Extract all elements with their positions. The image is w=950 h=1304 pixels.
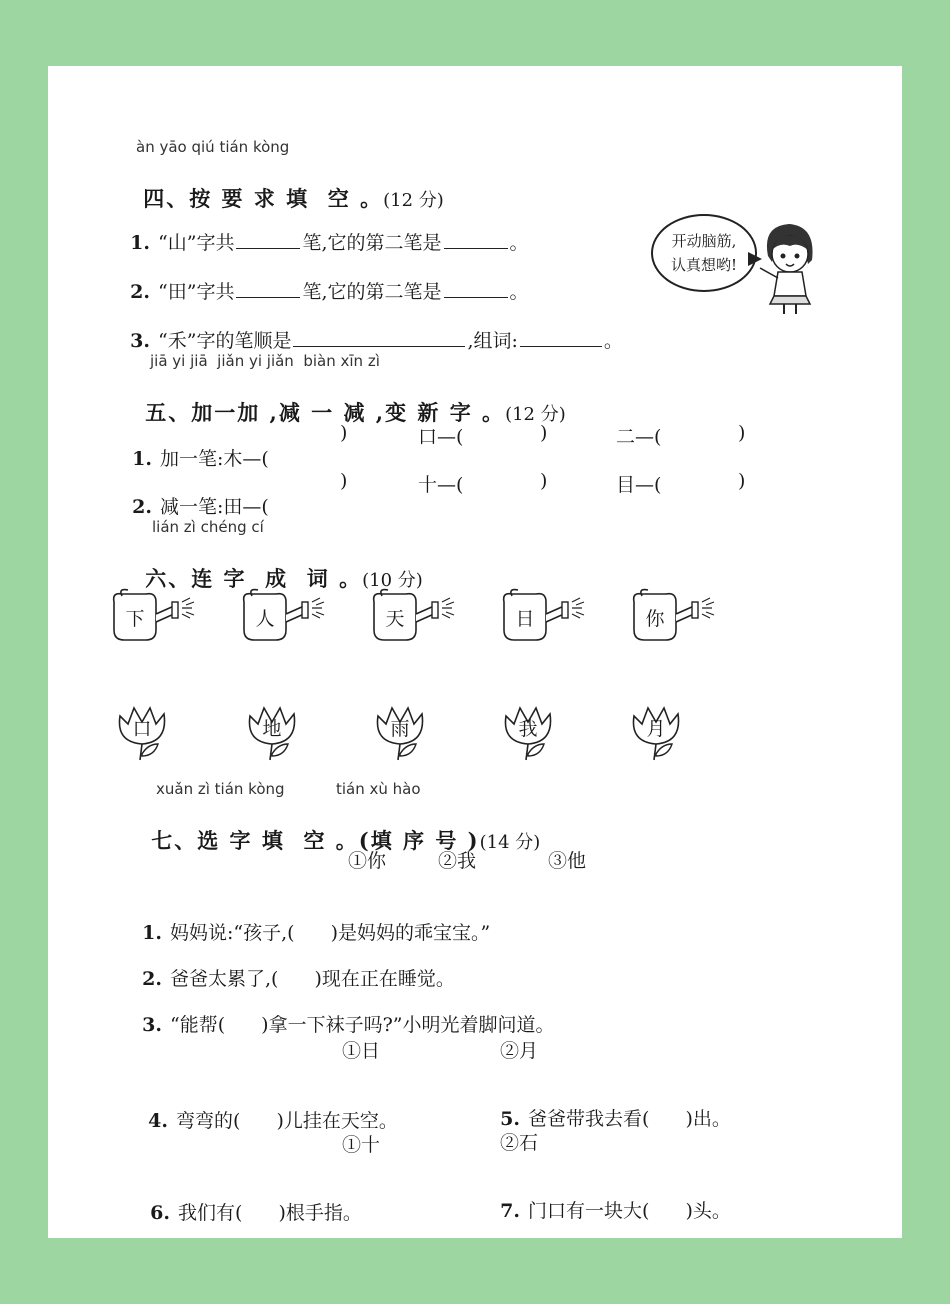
watering-can-char: 天 bbox=[385, 608, 405, 630]
tulip-flower-icon[interactable] bbox=[628, 702, 682, 766]
s7-q1-b: )是妈妈的乖宝宝。” bbox=[330, 922, 491, 944]
s7-q4-a: 弯弯的( bbox=[176, 1110, 241, 1132]
s5-r2-num: 2. bbox=[132, 496, 153, 518]
flower-char: 月 bbox=[646, 718, 666, 740]
section6-pinyin: lián zì chéng cí bbox=[152, 518, 264, 536]
s4-q1-text-c: 。 bbox=[509, 232, 529, 254]
s7-q6-a: 我们有( bbox=[178, 1202, 243, 1224]
s7-q3-a: “能帮( bbox=[170, 1014, 226, 1036]
section5-title-text: 五、加一加 ,减 一 减 ,变 新 字 。 bbox=[145, 400, 506, 425]
s7-q5-a: 爸爸带我去看( bbox=[528, 1108, 650, 1130]
s5-r1-c-end: ) bbox=[738, 422, 746, 444]
s7-q7-b: )头。 bbox=[685, 1200, 731, 1222]
flower-char: 我 bbox=[518, 718, 538, 740]
s7-q2-a: 爸爸太累了,( bbox=[170, 968, 279, 990]
s7-q1-num: 1. bbox=[142, 922, 163, 944]
watering-can-icon[interactable] bbox=[498, 588, 594, 648]
s5-r1-b-end: ) bbox=[540, 422, 548, 444]
s5-r1-c: 二—( bbox=[616, 426, 662, 448]
s7-q6-num: 6. bbox=[150, 1202, 171, 1224]
watering-can-icon[interactable] bbox=[368, 588, 464, 648]
watering-can-icon[interactable] bbox=[238, 588, 334, 648]
s7-option-2b: ②月 bbox=[500, 1040, 539, 1062]
s7-q5-b: )出。 bbox=[685, 1108, 731, 1130]
s4-q3-num: 3. bbox=[130, 330, 151, 352]
s4-q1-blank-1[interactable] bbox=[236, 230, 300, 249]
watering-can-char: 下 bbox=[125, 608, 145, 630]
s4-q3-blank-2[interactable] bbox=[520, 328, 602, 347]
s7-q1-a: 妈妈说:“孩子,( bbox=[170, 922, 295, 944]
section7-title bbox=[114, 800, 540, 880]
section4-score: (12 分) bbox=[383, 190, 444, 211]
section6-score: (10 分) bbox=[362, 570, 423, 591]
tulip-flower-icon[interactable] bbox=[244, 702, 298, 766]
section5-pinyin: jiā yi jiā jiǎn yi jiǎn biàn xīn zì bbox=[150, 352, 380, 370]
s5-r1-b: 口—( bbox=[418, 426, 464, 448]
section7-pinyin-2: tián xù hào bbox=[336, 780, 421, 798]
tulip-flower-icon[interactable] bbox=[114, 702, 168, 766]
s7-q3-b: )拿一下袜子吗?”小明光着脚问道。 bbox=[261, 1014, 555, 1036]
s7-option-1c: ③他 bbox=[548, 850, 587, 872]
s7-q3-num: 3. bbox=[142, 1014, 163, 1036]
s7-q4-num: 4. bbox=[148, 1110, 169, 1132]
s7-option-3a: ①十 bbox=[342, 1134, 381, 1156]
watering-can-char: 日 bbox=[515, 608, 535, 630]
section4-pinyin: àn yāo qiú tián kòng bbox=[136, 138, 290, 156]
section7-score: (14 分) bbox=[479, 832, 541, 853]
s5-r2-c-end: ) bbox=[738, 470, 746, 492]
section6-title-text: 六、连 字 成 词 。 bbox=[145, 566, 363, 591]
section7-title-text: 七、选 字 填 空 。(填 序 号 ) bbox=[151, 828, 480, 853]
s4-q3-text-b: ,组词: bbox=[467, 330, 518, 352]
s7-q4-b: )儿挂在天空。 bbox=[276, 1110, 398, 1132]
s5-r2-a-end: ) bbox=[340, 470, 348, 492]
s4-q3-blank-1[interactable] bbox=[293, 328, 465, 347]
s5-r2-a: 减一笔:田—( bbox=[160, 496, 269, 518]
s4-q2-blank-1[interactable] bbox=[236, 279, 300, 298]
s4-q2-text-b: 笔,它的第二笔是 bbox=[302, 281, 442, 303]
s7-option-2a: ①日 bbox=[342, 1040, 381, 1062]
watering-can-char: 你 bbox=[645, 608, 665, 630]
s7-question-3 bbox=[118, 988, 554, 1059]
watering-can-char: 人 bbox=[255, 608, 275, 630]
s7-option-1a: ①你 bbox=[348, 850, 387, 872]
s4-q1-text-a: “山”字共 bbox=[158, 232, 235, 254]
s4-q1-blank-2[interactable] bbox=[444, 230, 508, 249]
bubble-line-1: 开动脑筋, bbox=[671, 232, 737, 250]
flower-char: 雨 bbox=[390, 718, 410, 740]
s7-q6-b: )根手指。 bbox=[278, 1202, 362, 1224]
s5-r2-c: 目—( bbox=[616, 474, 662, 496]
s4-q2-num: 2. bbox=[130, 281, 151, 303]
s4-q2-text-a: “田”字共 bbox=[158, 281, 235, 303]
s4-q2-text-c: 。 bbox=[509, 281, 529, 303]
section5-score: (12 分) bbox=[505, 404, 566, 425]
s7-q7-a: 门口有一块大( bbox=[528, 1200, 650, 1222]
speech-bubble bbox=[651, 214, 757, 292]
s7-option-3b: ②石 bbox=[500, 1132, 539, 1154]
s5-r1-num: 1. bbox=[132, 448, 153, 470]
s5-r2-b-end: ) bbox=[540, 470, 548, 492]
s4-q3-text-c: 。 bbox=[603, 330, 623, 352]
worksheet-page bbox=[48, 66, 902, 1238]
watering-can-icon[interactable] bbox=[628, 588, 724, 648]
s7-q7-num: 7. bbox=[500, 1200, 521, 1222]
s7-q2-b: )现在正在睡觉。 bbox=[314, 968, 455, 990]
s5-r2-b: 十—( bbox=[418, 474, 464, 496]
s7-option-1b: ②我 bbox=[438, 850, 477, 872]
section7-pinyin-1: xuǎn zì tián kòng bbox=[156, 780, 285, 798]
section4-title-text: 四、按 要 求 填 空 。 bbox=[143, 186, 384, 211]
s7-q2-num: 2. bbox=[142, 968, 163, 990]
s4-q2-blank-2[interactable] bbox=[444, 279, 508, 298]
s7-question-7 bbox=[476, 1174, 731, 1245]
s4-q1-text-b: 笔,它的第二笔是 bbox=[302, 232, 442, 254]
flower-char: 地 bbox=[262, 718, 282, 740]
s5-r1-a: 加一笔:木—( bbox=[160, 448, 269, 470]
tulip-flower-icon[interactable] bbox=[500, 702, 554, 766]
s5-r1-a-end: ) bbox=[340, 422, 348, 444]
s7-q5-num: 5. bbox=[500, 1108, 521, 1130]
s4-q3-text-a: “禾”字的笔顺是 bbox=[158, 330, 292, 352]
bubble-line-2: 认真想哟! bbox=[670, 256, 738, 274]
s4-q1-num: 1. bbox=[130, 232, 151, 254]
cartoon-girl-icon bbox=[754, 216, 824, 316]
watering-can-icon[interactable] bbox=[108, 588, 204, 648]
s7-question-6 bbox=[126, 1176, 362, 1247]
tulip-flower-icon[interactable] bbox=[372, 702, 426, 766]
flower-char: 口 bbox=[132, 718, 152, 740]
